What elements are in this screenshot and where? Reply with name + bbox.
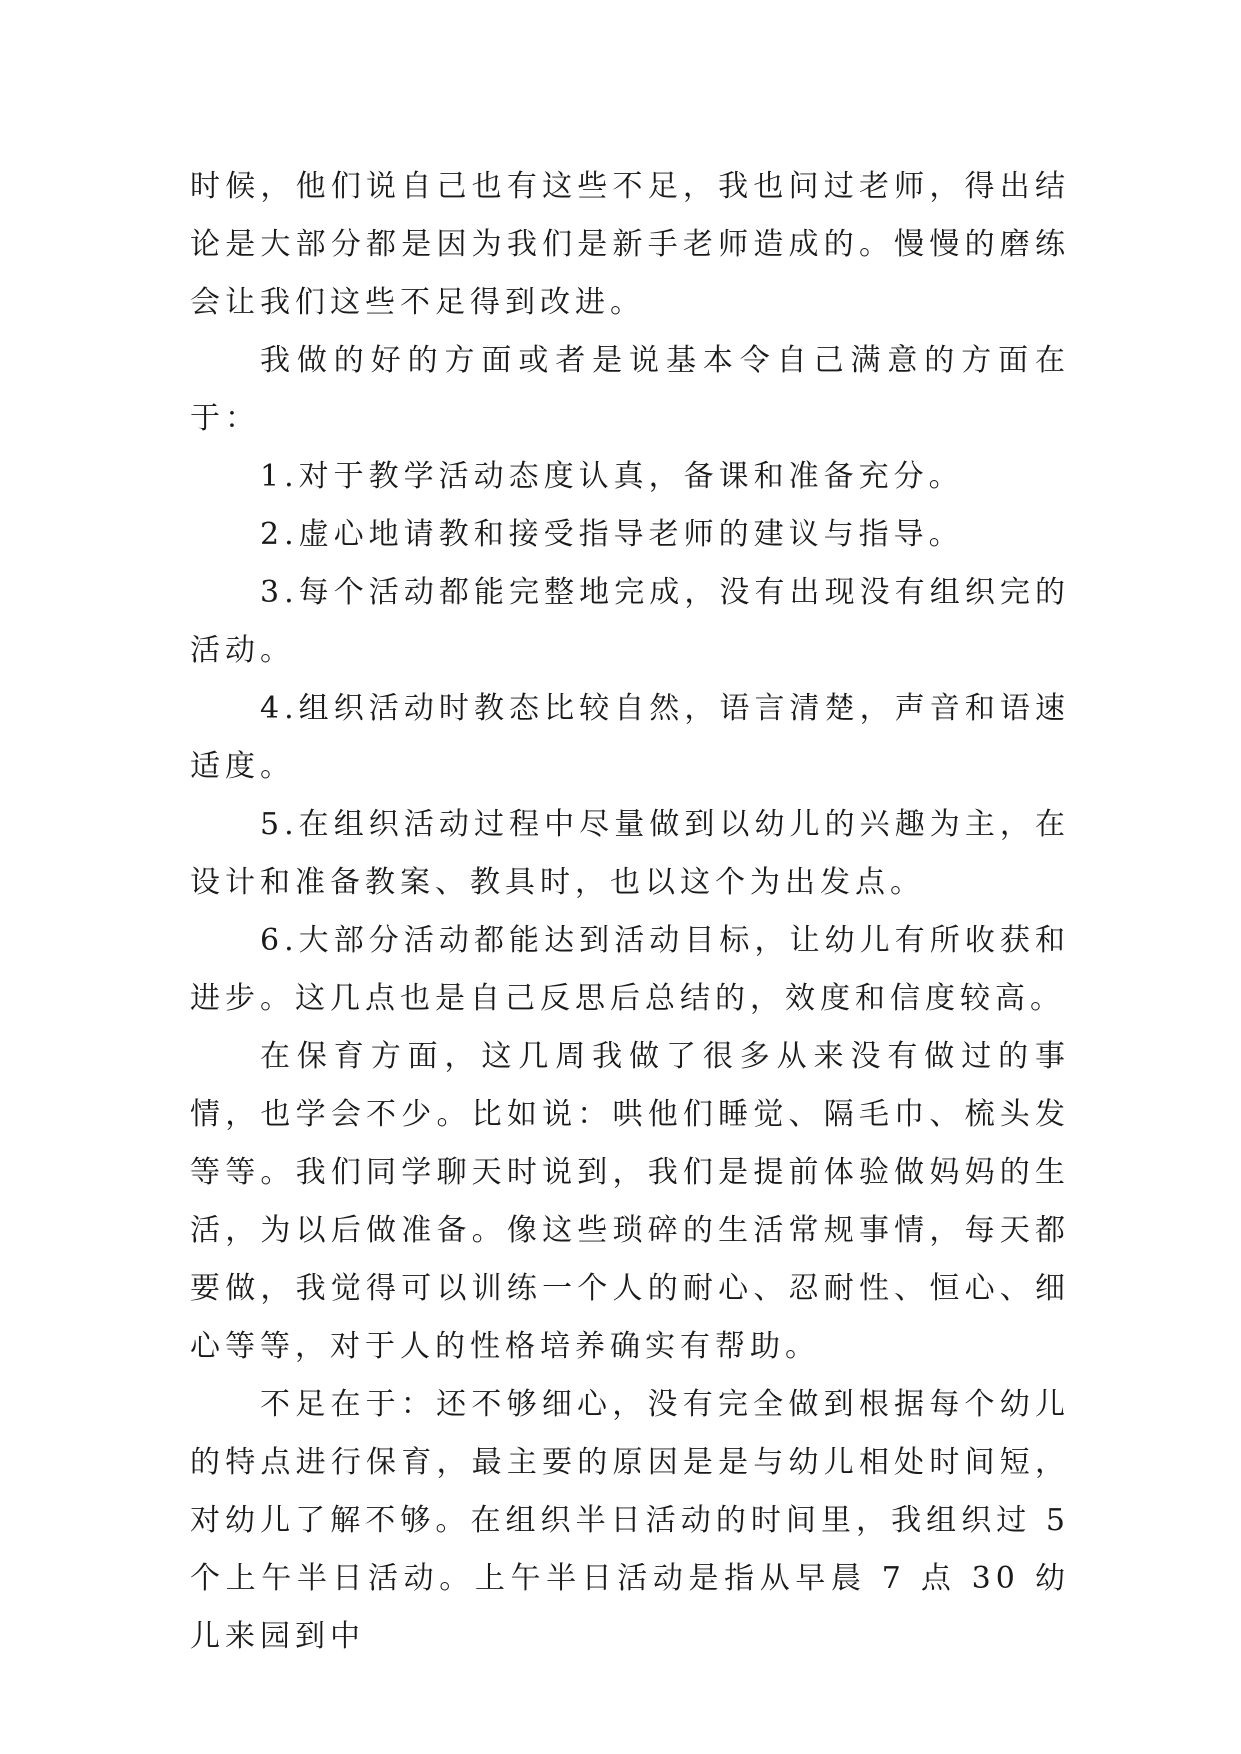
document-body	[190, 158, 1070, 1666]
list-item: 5.在组织活动过程中尽量做到以幼儿的兴趣为主，在设计和准备教案、教具时，也以这个为出发点。	[190, 807, 1070, 900]
list-item: 2.虚心地请教和接受指导老师的建议与指导。	[260, 517, 964, 552]
paragraph: 不足在于：还不够细心，没有完全做到根据每个幼儿的特点进行保育，最主要的原因是是与幼儿相处时间短，对幼儿了解不够。在组织半日活动的时间里，我组织过 5 个上午半日活动。上午半日活动是指从早晨 7 点 30 幼儿来园到中	[190, 1387, 1070, 1654]
list-item: 6.大部分活动都能达到活动目标，让幼儿有所收获和进步。这几点也是自己反思后总结的，效度和信度较高。	[190, 923, 1070, 1016]
list-item: 3.每个活动都能完整地完成，没有出现没有组织完的活动。	[190, 575, 1070, 668]
paragraph: 我做的好的方面或者是说基本令自己满意的方面在于：	[190, 343, 1070, 436]
paragraph: 时候，他们说自己也有这些不足，我也问过老师，得出结论是大部分都是因为我们是新手老师造成的。慢慢的磨练会让我们这些不足得到改进。	[190, 169, 1070, 320]
list-item: 1.对于教学活动态度认真，备课和准备充分。	[260, 459, 964, 494]
list-item: 4.组织活动时教态比较自然，语言清楚，声音和语速适度。	[190, 691, 1070, 784]
paragraph: 在保育方面，这几周我做了很多从来没有做过的事情，也学会不少。比如说：哄他们睡觉、隔毛巾、梳头发等等。我们同学聊天时说到，我们是提前体验做妈妈的生活，为以后做准备。像这些琐碎的生活常规事情，每天都要做，我觉得可以训练一个人的耐心、忍耐性、恒心、细心等等，对于人的性格培养确实有帮助。	[190, 1039, 1070, 1364]
